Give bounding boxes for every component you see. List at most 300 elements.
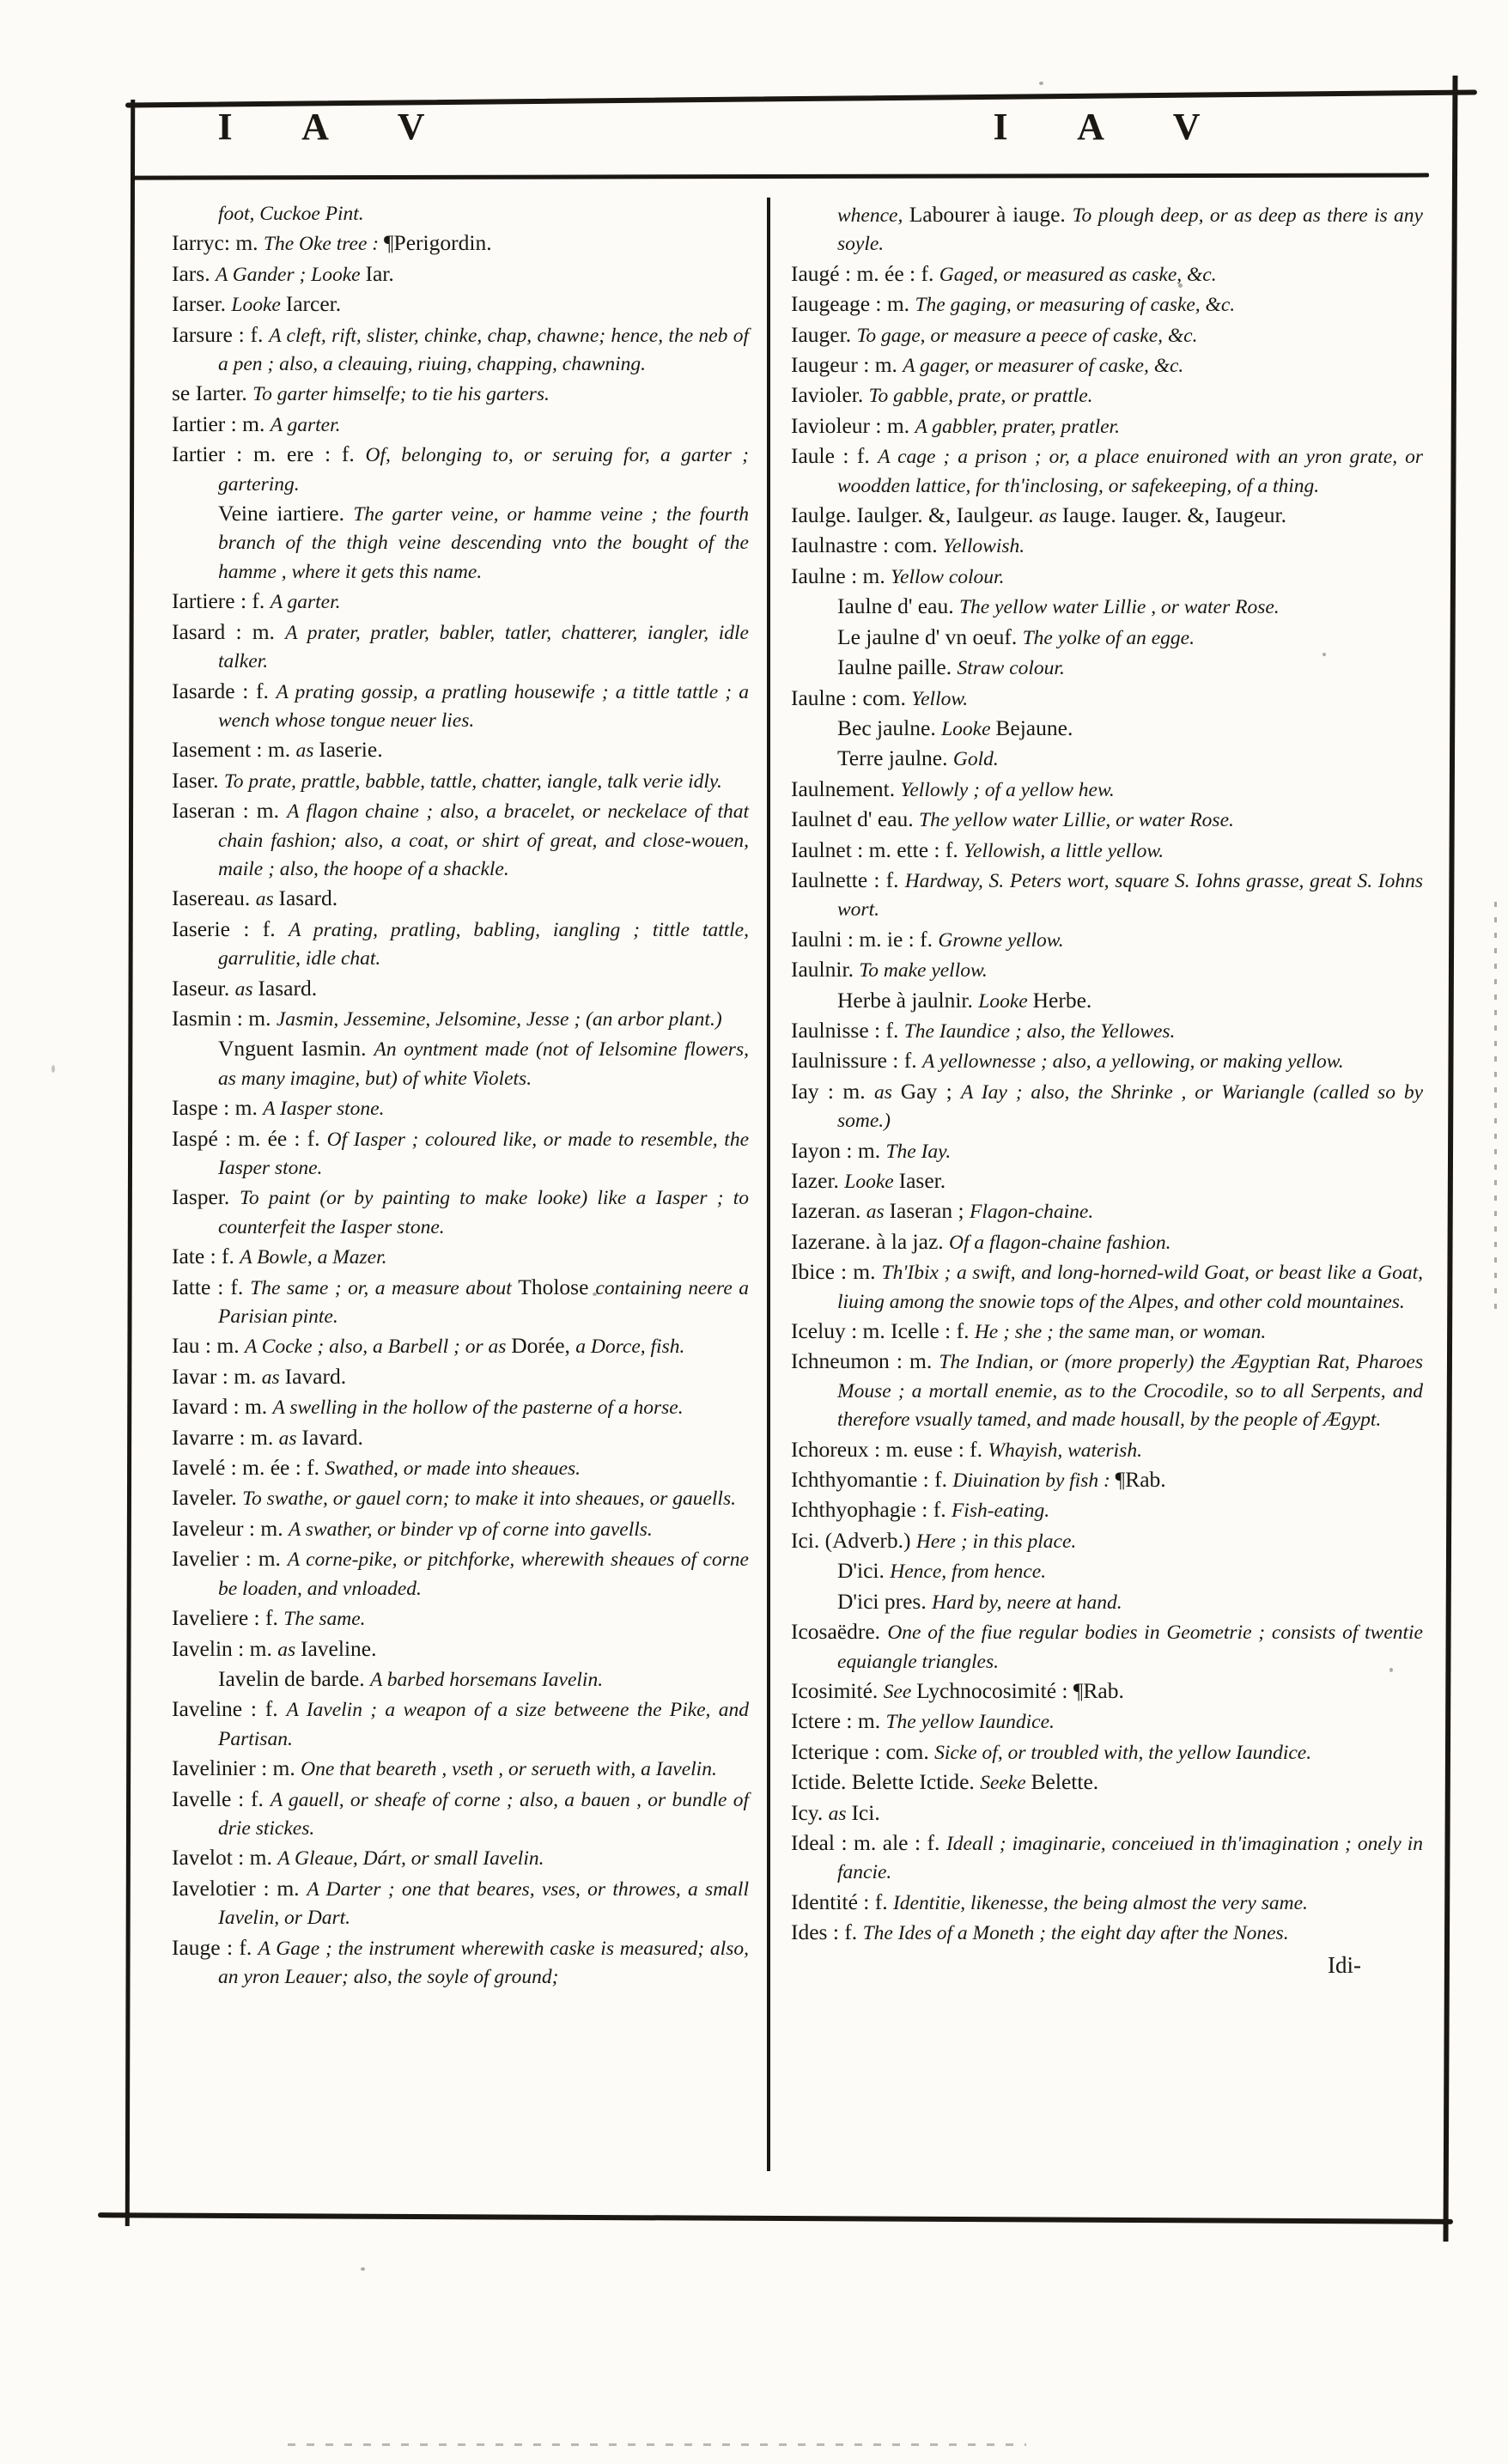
entry-definition-text: He ; she ; the same man, or woman. bbox=[974, 1321, 1267, 1344]
entry-definition-text: Looke bbox=[231, 294, 286, 317]
entry-definition-text: A barbed horsemans Iavelin. bbox=[370, 1668, 604, 1691]
entry-headword-text: Ides : f. bbox=[791, 1919, 863, 1945]
entry-definition-text: Th'Ibix ; a swift, and long-horned-wild Goat, or beast like a Goat, liuing among the snowie tops of the Alpes, and other cold mountaines. bbox=[837, 1262, 1423, 1313]
entry-headword-text: Iaulni : m. ie : f. bbox=[791, 926, 939, 952]
entry-definition-text: Hardway, S. Peters wort, square S. Iohns grasse, great S. Iohns wort. bbox=[837, 869, 1424, 922]
entry-definition-text: Looke bbox=[844, 1171, 899, 1193]
header-separator-rule bbox=[131, 173, 1429, 179]
column-right-text bbox=[791, 200, 1423, 1949]
dictionary-entry bbox=[172, 1392, 749, 1422]
entry-headword-text: Iavar : m. bbox=[172, 1363, 262, 1389]
entry-definition-text: The yellow water Lillie, or water Rose. bbox=[919, 809, 1234, 832]
dictionary-entry bbox=[791, 441, 1423, 501]
column-right bbox=[791, 200, 1423, 1979]
entry-headword-text: Tholose bbox=[518, 1274, 596, 1299]
entry-definition-text: Diuination by fish : bbox=[952, 1469, 1116, 1493]
entry-headword-text: Veine iartiere. bbox=[218, 501, 354, 526]
dictionary-entry bbox=[791, 1347, 1423, 1434]
entry-headword-text: Iaulnastre : com. bbox=[791, 532, 944, 558]
entry-headword-text: Icosaëdre. bbox=[791, 1619, 888, 1645]
entry-definition-text: A swelling in the hollow of the pasterne of a horse. bbox=[272, 1396, 684, 1420]
entry-definition-text: The yellow water Lillie , or water Rose. bbox=[958, 596, 1280, 619]
dictionary-entry bbox=[791, 653, 1423, 683]
dictionary-entry bbox=[791, 1737, 1423, 1767]
entry-headword-text: Iaveline. bbox=[301, 1635, 377, 1661]
entry-headword-text: Iaugé : m. ée : f. bbox=[791, 260, 939, 286]
entry-definition-text: Looke bbox=[978, 989, 1033, 1013]
entry-definition-text: A Gander ; Looke bbox=[215, 263, 366, 286]
dictionary-entry bbox=[791, 1888, 1423, 1918]
scan-speckle bbox=[1389, 1668, 1393, 1672]
entry-definition-text: A Gage ; the instrument wherewith caske is measured; also, an yron Leauer; also, the soyle of ground; bbox=[218, 1937, 749, 1988]
entry-definition-text: The gaging, or measuring of caske, &c. bbox=[915, 294, 1236, 317]
entry-headword-text: Iaulne : m. bbox=[791, 563, 891, 588]
entry-headword-text: Iavioler. bbox=[791, 382, 869, 408]
entry-headword-text: Vnguent Iasmin. bbox=[218, 1036, 374, 1062]
entry-definition-text: The Oke tree : bbox=[263, 233, 384, 256]
dictionary-entry bbox=[791, 925, 1423, 955]
entry-headword-text: Le jaulne d' vn oeuf. bbox=[837, 624, 1023, 649]
entry-headword-text: Iaveliere : f. bbox=[172, 1605, 284, 1631]
entry-headword-text: Iaule : f. bbox=[791, 443, 879, 469]
dictionary-entry bbox=[791, 1707, 1423, 1737]
entry-definition-text: Of Iasper ; coloured like, or made to resemble, the Iasper stone. bbox=[218, 1128, 750, 1179]
dictionary-entry bbox=[791, 531, 1423, 561]
catchword: Idi- bbox=[1328, 1951, 1361, 1978]
entry-headword-text: Iaseran ; bbox=[889, 1198, 970, 1224]
entry-headword-text: Iaserie : f. bbox=[172, 916, 289, 941]
dictionary-entry bbox=[172, 1694, 749, 1754]
entry-headword-text: Gay ; bbox=[900, 1078, 962, 1104]
entry-definition-text: a Dorce, fish. bbox=[575, 1335, 685, 1359]
dictionary-entry bbox=[172, 974, 749, 1004]
entry-headword-text: Iavelier : m. bbox=[172, 1546, 288, 1572]
entry-headword-text: Iaulne paille. bbox=[837, 654, 958, 680]
entry-headword-text: Iaveleur : m. bbox=[172, 1515, 289, 1541]
entry-headword-text: Iaveline : f. bbox=[172, 1696, 287, 1722]
entry-headword-text: Dorée, bbox=[511, 1333, 576, 1359]
entry-headword-text: Iasard. bbox=[258, 975, 318, 1001]
entry-headword-text: Iasereau. bbox=[172, 885, 256, 911]
entry-definition-text: Jasmin, Jessemine, Jelsomine, Jesse ; (an arbor plant.) bbox=[276, 1007, 722, 1031]
dictionary-entry bbox=[172, 1933, 749, 1992]
dictionary-entry bbox=[172, 1603, 749, 1634]
entry-headword-text: Ichthyomantie : f. bbox=[791, 1467, 953, 1493]
entry-headword-text: Iartiere : f. bbox=[172, 588, 271, 614]
entry-definition-text: Hence, from hence. bbox=[890, 1561, 1047, 1584]
entry-definition-text: A cage ; a prison ; or, a place enuironed with an yron grate, or woodden lattice, for th'inclosing, or safekeeping, of a thing. bbox=[837, 446, 1423, 497]
scan-speckle bbox=[1323, 653, 1326, 656]
entry-headword-text: Iau : m. bbox=[172, 1333, 245, 1359]
dictionary-entry bbox=[791, 501, 1423, 531]
entry-headword-text: Herbe à jaulnir. bbox=[837, 987, 979, 1013]
entry-headword-text: Iazeran. bbox=[791, 1198, 866, 1224]
entry-headword-text: Iaulnet d' eau. bbox=[791, 806, 920, 832]
entry-headword-text: Belette. bbox=[1031, 1769, 1099, 1795]
entry-headword-text: Bejaune. bbox=[995, 715, 1073, 740]
entry-headword-text: Iaveler. bbox=[172, 1485, 243, 1511]
entry-headword-text: Iavarre : m. bbox=[172, 1424, 279, 1450]
dictionary-entry bbox=[791, 1556, 1423, 1586]
dictionary-entry bbox=[791, 805, 1423, 835]
dictionary-entry bbox=[172, 1362, 749, 1392]
entry-headword-text: Iazerane. à la jaz. bbox=[791, 1228, 950, 1254]
dictionary-entry bbox=[791, 744, 1423, 774]
entry-definition-text: A Cocke ; also, a Barbell ; or as bbox=[244, 1335, 512, 1359]
entry-headword-text: Iaser. bbox=[172, 767, 224, 793]
entry-headword-text: Bec jaulne. bbox=[837, 715, 942, 740]
scan-noise-bottom-band bbox=[288, 2443, 1026, 2446]
dictionary-entry bbox=[791, 259, 1423, 289]
entry-definition-text: whence, bbox=[837, 204, 909, 227]
entry-definition-text: A yellownesse ; also, a yellowing, or making yellow. bbox=[921, 1050, 1344, 1074]
entry-headword-text: Iasarde : f. bbox=[172, 678, 277, 703]
dictionary-entry bbox=[791, 1918, 1423, 1948]
entry-definition-text: A cleft, rift, slister, chinke, chap, chawne; hence, the neb of a pen ; also, a cleauing, riuing, chapping, chawning. bbox=[218, 324, 749, 376]
entry-headword-text: Iavard. bbox=[301, 1424, 363, 1450]
entry-headword-text: Iaulnement. bbox=[791, 776, 901, 801]
column-left-text bbox=[172, 200, 749, 1992]
dictionary-entry bbox=[172, 1124, 749, 1183]
entry-headword-text: Iauger. bbox=[791, 321, 857, 347]
entry-definition-text: Swathed, or made into sheaues. bbox=[325, 1457, 581, 1481]
entry-definition-text: A garter. bbox=[270, 591, 341, 614]
dictionary-entry bbox=[172, 915, 749, 974]
dictionary-entry bbox=[791, 775, 1423, 805]
entry-headword-text: Iarcer. bbox=[285, 291, 342, 317]
entry-headword-text: Iavelotier : m. bbox=[172, 1875, 307, 1901]
dictionary-entry bbox=[791, 1587, 1423, 1617]
entry-definition-text: The garter veine, or hamme veine ; the fourth branch of the thigh veine descending vnto the bought of the hamme , where it gets this name. bbox=[218, 503, 749, 583]
scan-noise-right-band bbox=[1494, 902, 1497, 1314]
dictionary-entry bbox=[791, 866, 1423, 925]
dictionary-entry bbox=[791, 986, 1423, 1016]
entry-headword-text: Ichneumon : m. bbox=[791, 1348, 939, 1374]
dictionary-entry bbox=[172, 200, 749, 228]
entry-definition-text: Yellow. bbox=[911, 687, 969, 710]
entry-definition-text: The same ; or, a measure about bbox=[250, 1276, 519, 1299]
entry-definition-text: Seeke bbox=[980, 1772, 1031, 1795]
entry-definition-text: A gager, or measurer of caske, &c. bbox=[903, 355, 1184, 378]
entry-headword-text: Lychnocosimité : ¶Rab. bbox=[916, 1677, 1124, 1703]
dictionary-entry bbox=[172, 1034, 749, 1093]
entry-definition-text: Yellow colour. bbox=[891, 565, 1005, 588]
entry-headword-text: Iaser. bbox=[898, 1168, 946, 1193]
entry-headword-text: Iaugeur : m. bbox=[791, 352, 903, 378]
dictionary-entry bbox=[172, 1544, 749, 1603]
entry-definition-text: To garter himselfe; to tie his garters. bbox=[252, 383, 550, 406]
entry-headword-text: Iavelot : m. bbox=[172, 1845, 278, 1871]
entry-headword-text: Ici. bbox=[851, 1799, 880, 1825]
dictionary-entry bbox=[172, 1634, 749, 1664]
entry-headword-text: Iaulnisse : f. bbox=[791, 1017, 904, 1043]
entry-headword-text: ¶Perigordin. bbox=[383, 230, 492, 256]
dictionary-entry bbox=[172, 1785, 749, 1844]
entry-definition-text: To plough deep, or as deep as there is any soyle. bbox=[837, 204, 1423, 256]
dictionary-entry bbox=[791, 1166, 1423, 1196]
entry-definition-text: See bbox=[883, 1680, 917, 1703]
dictionary-entry bbox=[172, 1331, 749, 1361]
entry-headword-text: Iaugeage : m. bbox=[791, 291, 915, 317]
entry-definition-text: A prating gossip, a pratling housewife ; a tittle tattle ; a wench whose tongue neuer lies. bbox=[218, 680, 749, 732]
entry-headword-text: Iasard : m. bbox=[172, 618, 286, 644]
entry-definition-text: as bbox=[295, 739, 319, 763]
running-head-left: I A V bbox=[217, 106, 456, 148]
entry-definition-text: Flagon-chaine. bbox=[970, 1201, 1094, 1224]
entry-definition-text: containing neere a Parisian pinte. bbox=[218, 1276, 749, 1329]
entry-headword-text: Iaulnissure : f. bbox=[791, 1048, 922, 1074]
entry-definition-text: Whayish, waterish. bbox=[988, 1439, 1142, 1462]
entry-definition-text: Identitie, likenesse, the being almost the very same. bbox=[892, 1891, 1308, 1914]
dictionary-entry bbox=[791, 411, 1423, 441]
dictionary-entry bbox=[172, 766, 749, 796]
entry-definition-text: A Iavelin ; a weapon of a size betweene the Pike, and Partisan. bbox=[218, 1699, 749, 1750]
entry-definition-text: To swathe, or gauel corn; to make it into sheaues, or gauells. bbox=[242, 1488, 736, 1511]
entry-headword-text: Iavelin de barde. bbox=[218, 1665, 370, 1691]
dictionary-entry bbox=[172, 1514, 749, 1544]
entry-headword-text: Icosimité. bbox=[791, 1677, 884, 1703]
entry-headword-text: Iartier : m. ere : f. bbox=[172, 441, 366, 467]
entry-definition-text: The Indian, or (more properly) the Ægyptian Rat, Pharoes Mouse ; a mortall enemie, as to the Crocodile, so to all Serpents, and therefore vsually tamed, and made housall, by the people of Ægypt. bbox=[837, 1351, 1423, 1432]
entry-headword-text: Iaseran : m. bbox=[172, 798, 288, 824]
entry-definition-text: A flagon chaine ; also, a bracelet, or neckelace of that chain fashion; also, a coat, or shirt of great, and close-wouen, maile ; also, the hoope of a shackle. bbox=[218, 800, 750, 880]
entry-headword-text: Iarsure : f. bbox=[172, 321, 270, 347]
dictionary-entry bbox=[172, 228, 749, 259]
entry-headword-text: Iartier : m. bbox=[172, 411, 271, 436]
entry-headword-text: Identité : f. bbox=[791, 1889, 893, 1914]
dictionary-entry bbox=[791, 1136, 1423, 1166]
dictionary-entry bbox=[791, 955, 1423, 985]
entry-headword-text: Icterique : com. bbox=[791, 1738, 935, 1764]
entry-headword-text: Iaulne d' eau. bbox=[837, 593, 959, 619]
entry-definition-text: A Darter ; one that beares, vses, or throwes, a small Iavelin, or Dart. bbox=[218, 1877, 749, 1930]
entry-definition-text: The same. bbox=[283, 1608, 366, 1631]
entry-headword-text: Iasmin : m. bbox=[172, 1005, 277, 1031]
dictionary-entry bbox=[172, 735, 749, 765]
scan-speckle bbox=[1178, 283, 1183, 288]
dictionary-entry bbox=[791, 836, 1423, 866]
dictionary-entry bbox=[791, 320, 1423, 350]
dictionary-entry bbox=[791, 1016, 1423, 1046]
entry-headword-text: Iauge. Iauger. &, Iaugeur. bbox=[1061, 502, 1286, 528]
dictionary-entry bbox=[172, 618, 749, 677]
entry-headword-text: Iceluy : m. Icelle : f. bbox=[791, 1318, 975, 1344]
entry-definition-text: Of, belonging to, or seruing for, a garter ; gartering. bbox=[218, 444, 749, 496]
entry-definition-text: A Iay ; also, the Shrinke , or Wariangle (called so by some.) bbox=[837, 1080, 1423, 1133]
entry-definition-text: To make yellow. bbox=[859, 959, 988, 983]
entry-definition-text: The Ides of a Moneth ; the eight day after the Nones. bbox=[862, 1922, 1289, 1945]
dictionary-entry bbox=[791, 1077, 1423, 1136]
dictionary-entry bbox=[791, 1767, 1423, 1798]
dictionary-entry bbox=[172, 440, 749, 499]
entry-headword-text: ¶Rab. bbox=[1115, 1467, 1166, 1493]
entry-definition-text: A garter. bbox=[270, 413, 341, 436]
dictionary-entry bbox=[172, 1183, 749, 1242]
entry-definition-text: as bbox=[828, 1802, 852, 1825]
entry-headword-text: D'ici pres. bbox=[837, 1588, 933, 1614]
dictionary-entry bbox=[172, 499, 749, 587]
entry-definition-text: foot, Cuckoe Pint. bbox=[218, 203, 364, 225]
entry-definition-text: Ideall ; imaginarie, conceiued in th'imagination ; onely in fancie. bbox=[837, 1832, 1423, 1884]
entry-definition-text: A prating, pratling, babling, iangling ; tittle tattle, garrulitie, idle chat. bbox=[218, 918, 749, 970]
dictionary-entry bbox=[172, 1664, 749, 1694]
entry-definition-text: Straw colour. bbox=[957, 657, 1065, 680]
dictionary-entry bbox=[172, 1004, 749, 1034]
entry-definition-text: The Iay. bbox=[885, 1140, 952, 1163]
entry-definition-text: A Iasper stone. bbox=[263, 1098, 385, 1121]
entry-definition-text: To gage, or measure a peece of caske, &c. bbox=[856, 324, 1198, 347]
entry-headword-text: Icy. bbox=[791, 1799, 829, 1825]
entry-headword-text: Iaulnet : m. ette : f. bbox=[791, 837, 964, 862]
entry-headword-text: Herbe. bbox=[1032, 987, 1092, 1013]
entry-definition-text: A gauell, or sheafe of corne ; also, a bauen , or bundle of drie stickes. bbox=[218, 1788, 749, 1840]
right-border-rule bbox=[1443, 76, 1457, 2242]
dictionary-entry bbox=[791, 1798, 1423, 1828]
entry-definition-text: Yellowly ; of a yellow hew. bbox=[900, 778, 1115, 801]
entry-headword-text: Iavard. bbox=[284, 1363, 347, 1389]
entry-definition-text: as bbox=[234, 977, 258, 1001]
dictionary-entry bbox=[172, 1423, 749, 1453]
entry-definition-text: One that beareth , vseth , or serueth with, a Iavelin. bbox=[301, 1758, 717, 1781]
entry-headword-text: Iasement : m. bbox=[172, 737, 296, 763]
left-border-rule bbox=[125, 100, 135, 2226]
dictionary-entry bbox=[791, 1617, 1423, 1676]
entry-headword-text: Iar. bbox=[365, 260, 394, 286]
dictionary-entry bbox=[172, 1874, 749, 1933]
entry-headword-text: Ici. (Adverb.) bbox=[791, 1527, 916, 1553]
dictionary-entry bbox=[791, 684, 1423, 714]
entry-headword-text: Terre jaulne. bbox=[837, 745, 953, 771]
entry-headword-text: Labourer à iauge. bbox=[909, 202, 1073, 227]
entry-definition-text: Looke bbox=[941, 717, 996, 740]
dictionary-entry bbox=[791, 592, 1423, 622]
entry-definition-text: Growne yellow. bbox=[938, 928, 1064, 952]
entry-headword-text: Iavelé : m. ée : f. bbox=[172, 1455, 325, 1481]
entry-definition-text: Hard by, neere at hand. bbox=[932, 1591, 1122, 1614]
entry-definition-text: A prater, pratler, babler, tatler, chatterer, iangler, idle talker. bbox=[218, 621, 749, 673]
dictionary-entry bbox=[172, 796, 749, 884]
entry-headword-text: Iavard : m. bbox=[172, 1394, 273, 1420]
dictionary-entry bbox=[172, 1453, 749, 1483]
dictionary-entry bbox=[791, 1227, 1423, 1257]
entry-headword-text: D'ici. bbox=[837, 1558, 891, 1584]
entry-headword-text: Iaseur. bbox=[172, 975, 235, 1001]
entry-headword-text: Ichoreux : m. euse : f. bbox=[791, 1436, 988, 1462]
dictionary-entry bbox=[172, 379, 749, 409]
entry-headword-text: Iavioleur : m. bbox=[791, 412, 915, 438]
entry-definition-text: Yellowish, a little yellow. bbox=[964, 839, 1164, 862]
dictionary-entry bbox=[172, 884, 749, 914]
dictionary-entry bbox=[172, 1483, 749, 1513]
entry-headword-text: Iaserie. bbox=[319, 737, 383, 763]
dictionary-entry bbox=[791, 1828, 1423, 1888]
dictionary-entry bbox=[791, 623, 1423, 653]
entry-definition-text: as bbox=[255, 888, 279, 911]
entry-definition-text: Fish-eating. bbox=[951, 1500, 1050, 1523]
entry-definition-text: A Bowle, a Mazer. bbox=[240, 1246, 387, 1269]
entry-headword-text: Iayon : m. bbox=[791, 1137, 886, 1163]
entry-definition-text: To paint (or by painting to make looke) like a Iasper ; to counterfeit the Iasper stone. bbox=[218, 1187, 749, 1238]
entry-headword-text: Ideal : m. ale : f. bbox=[791, 1829, 946, 1855]
dictionary-entry bbox=[791, 350, 1423, 380]
bottom-border-rule bbox=[98, 2212, 1453, 2224]
dictionary-entry bbox=[791, 289, 1423, 319]
entry-definition-text: An oyntment made (not of Ielsomine flowers, as many imagine, but) of white Violets. bbox=[218, 1038, 749, 1090]
dictionary-entry bbox=[791, 1317, 1423, 1347]
dictionary-entry bbox=[791, 714, 1423, 744]
entry-headword-text: Iaulnir. bbox=[791, 957, 860, 983]
dictionary-entry bbox=[172, 259, 749, 289]
entry-definition-text: as bbox=[873, 1080, 901, 1104]
entry-headword-text: Iaulne : com. bbox=[791, 684, 912, 710]
dictionary-entry bbox=[791, 562, 1423, 592]
column-divider-rule bbox=[767, 198, 770, 2171]
entry-headword-text: Ictide. Belette Ictide. bbox=[791, 1769, 981, 1795]
entry-headword-text: Iaspé : m. ée : f. bbox=[172, 1125, 327, 1151]
dictionary-entry bbox=[172, 1843, 749, 1873]
entry-definition-text: A corne-pike, or pitchforke, wherewith sheaues of corne be loaden, and vnloaded. bbox=[218, 1548, 749, 1600]
entry-headword-text: Iazer. bbox=[791, 1168, 845, 1193]
dictionary-entry bbox=[791, 1676, 1423, 1707]
entry-headword-text: Iaulge. Iaulger. &, Iaulgeur. bbox=[791, 502, 1039, 528]
dictionary-entry bbox=[791, 1495, 1423, 1525]
dictionary-entry bbox=[172, 410, 749, 440]
entry-headword-text: Ichthyophagie : f. bbox=[791, 1497, 952, 1523]
scan-speckle bbox=[593, 1293, 597, 1296]
dictionary-entry bbox=[791, 380, 1423, 411]
entry-definition-text: A Gleaue, Dárt, or small Iavelin. bbox=[277, 1847, 544, 1871]
entry-definition-text: The yolke of an egge. bbox=[1022, 626, 1195, 649]
entry-headword-text: Iay : m. bbox=[791, 1078, 874, 1104]
dictionary-entry bbox=[791, 1526, 1423, 1556]
entry-headword-text: Ibice : m. bbox=[791, 1259, 882, 1285]
dictionary-entry bbox=[172, 320, 749, 380]
entry-definition-text: To gabble, prate, or prattle. bbox=[868, 385, 1093, 408]
entry-headword-text: Iars. bbox=[172, 260, 216, 286]
entry-headword-text: Iavelinier : m. bbox=[172, 1755, 301, 1781]
entry-definition-text: Here ; in this place. bbox=[915, 1530, 1077, 1553]
dictionary-entry bbox=[172, 1093, 749, 1123]
entry-definition-text: Of a flagon-chaine fashion. bbox=[949, 1231, 1171, 1254]
entry-definition-text: To prate, prattle, babble, tattle, chatter, iangle, talk verie idly. bbox=[223, 770, 722, 793]
entry-definition-text: One of the fiue regular bodies in Geometrie ; consists of twentie equiangle triangles. bbox=[837, 1621, 1423, 1673]
dictionary-entry bbox=[172, 1242, 749, 1272]
scan-speckle bbox=[361, 2267, 365, 2271]
dictionary-entry bbox=[172, 587, 749, 617]
entry-headword-text: se Iarter. bbox=[172, 380, 253, 406]
entry-definition-text: A gabbler, prater, pratler. bbox=[915, 415, 1120, 438]
entry-definition-text: as bbox=[278, 1427, 302, 1450]
entry-definition-text: Yellowish. bbox=[943, 535, 1025, 558]
entry-definition-text: Gaged, or measured as caske, &c. bbox=[939, 263, 1217, 286]
scan-speckle bbox=[52, 1065, 55, 1073]
dictionary-entry bbox=[172, 677, 749, 736]
entry-headword-text: Iasper. bbox=[172, 1184, 240, 1210]
dictionary-entry bbox=[791, 1257, 1423, 1317]
entry-headword-text: Iauge : f. bbox=[172, 1934, 258, 1960]
dictionary-entry bbox=[172, 1754, 749, 1784]
entry-definition-text: A swather, or binder vp of corne into gavells. bbox=[288, 1518, 653, 1541]
entry-headword-text: Iavelin : m. bbox=[172, 1635, 278, 1661]
dictionary-entry bbox=[172, 1273, 749, 1332]
running-head-right: I A V bbox=[993, 106, 1231, 148]
entry-headword-text: Iasard. bbox=[278, 885, 338, 911]
entry-headword-text: Ictere : m. bbox=[791, 1708, 886, 1734]
entry-definition-text: as bbox=[261, 1366, 285, 1389]
entry-headword-text: Iarryc: m. bbox=[172, 230, 264, 256]
dictionary-entry bbox=[791, 200, 1423, 259]
entry-definition-text: The Iaundice ; also, the Yellowes. bbox=[903, 1019, 1176, 1043]
